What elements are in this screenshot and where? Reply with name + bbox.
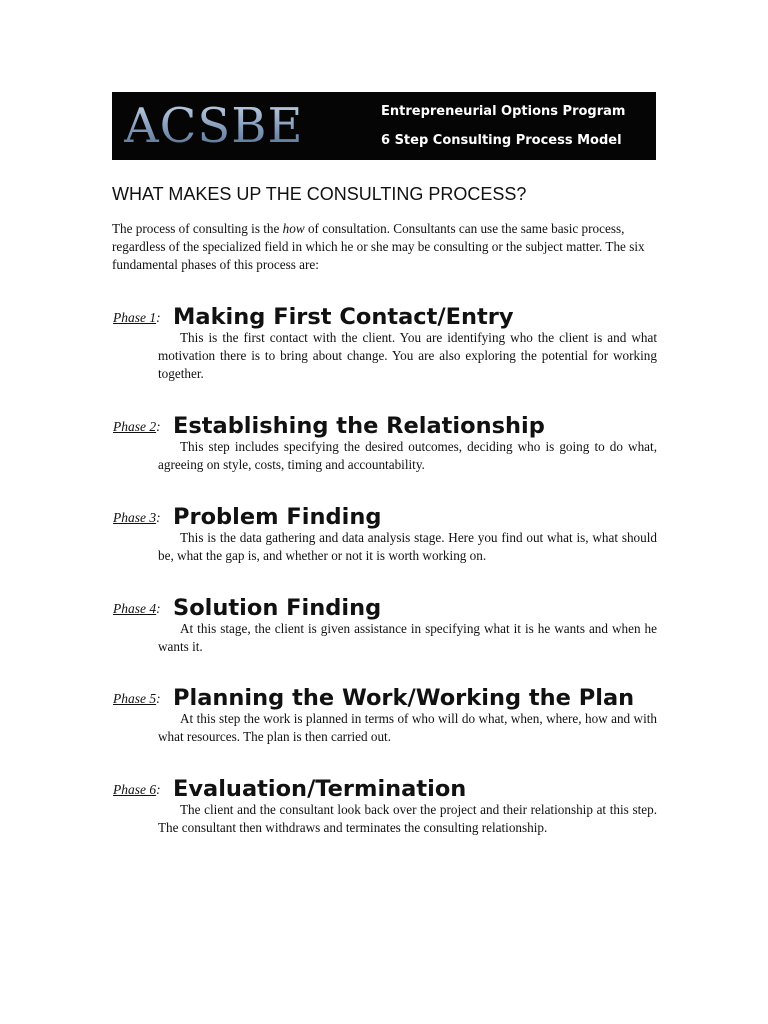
phase-description: This is the first contact with the client. You are identifying who the client is and what motivation there is to bring about change. You are also exploring the potential for working together. — [158, 330, 657, 381]
phase-description: This step includes specifying the desired outcomes, deciding who is going to do what, agreeing on style, costs, timing and accountability. — [158, 439, 657, 472]
phase-title: Problem Finding — [173, 504, 382, 530]
phase-label: Phase 5: — [113, 691, 161, 706]
phase-section-1 — [112, 298, 657, 383]
phase-description: At this stage, the client is given assistance in specifying what it is he wants and when he wants it. — [158, 621, 657, 654]
phase-title: Establishing the Relationship — [173, 413, 545, 439]
phase-section-2 — [112, 407, 657, 474]
phase-title: Evaluation/Termination — [173, 776, 467, 802]
phase-description: At this step the work is planned in terms of who will do what, when, where, how and with what resources. The plan is then carried out. — [158, 711, 657, 744]
phase-section-4 — [112, 589, 657, 656]
intro-emphasis: how — [282, 221, 305, 236]
intro-paragraph — [112, 220, 657, 274]
phase-description: The client and the consultant look back over the project and their relationship at this step. The consultant then withdraws and terminates the consulting relationship. — [158, 802, 657, 835]
model-name: 6 Step Consulting Process Model — [381, 133, 622, 148]
phase-label: Phase 2: — [113, 419, 161, 434]
phase-section-6 — [112, 770, 657, 837]
phase-label: Phase 1: — [113, 310, 161, 325]
acsbe-logo: ACSBE — [124, 98, 304, 154]
intro-text-after: of consultation. Consultants can use the same basic process, regardless of the specialized field in which he or she may be consulting or the subject matter. The six fundamental phases of this process are: — [112, 221, 645, 272]
phase-title: Planning the Work/Working the Plan — [173, 685, 635, 711]
phase-section-3 — [112, 498, 657, 565]
intro-text-before: The process of consulting is the — [112, 221, 283, 236]
phase-label: Phase 4: — [113, 601, 161, 616]
program-name: Entrepreneurial Options Program — [381, 104, 626, 119]
phase-title: Making First Contact/Entry — [173, 304, 514, 330]
phase-section-5 — [112, 679, 657, 746]
phase-label: Phase 3: — [113, 510, 161, 525]
phase-description: This is the data gathering and data analysis stage. Here you find out what is, what should be, what the gap is, and whether or not it is worth working on. — [158, 530, 657, 563]
header-banner — [112, 92, 656, 160]
page-heading: WHAT MAKES UP THE CONSULTING PROCESS? — [112, 184, 527, 204]
phase-title: Solution Finding — [173, 595, 382, 621]
phase-label: Phase 6: — [113, 782, 161, 797]
